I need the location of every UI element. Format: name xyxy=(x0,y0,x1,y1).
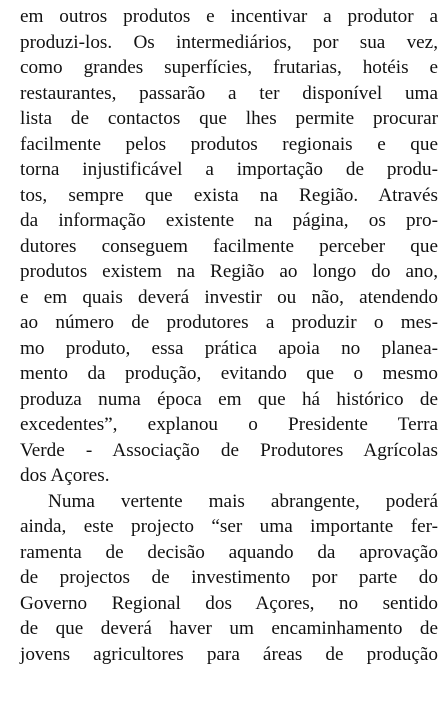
text-line: Governo Regional dos Açores, no sentido xyxy=(20,592,438,614)
paragraph-2 xyxy=(20,489,438,668)
text-line: jovens agricultores para áreas de produção xyxy=(20,643,438,665)
text-line: em outros produtos e incentivar a produtor a xyxy=(20,6,438,27)
text-line: facilmente pelos produtos regionais e que xyxy=(20,133,438,155)
text-line: e em quais deverá investir ou não, atendendo xyxy=(20,286,438,308)
text-line: excedentes”, explanou o Presidente Terra xyxy=(20,414,438,435)
text-line: produza numa época em que há histórico de xyxy=(20,388,438,410)
text-line: lista de contactos que lhes permite procurar xyxy=(20,108,438,129)
text-line: ainda, este projecto “ser uma importante fer- xyxy=(20,516,438,537)
article-column xyxy=(20,4,438,667)
text-line: Verde - Associação de Produtores Agrícolas xyxy=(20,439,438,461)
text-line: como grandes superfícies, frutarias, hotéis e xyxy=(20,57,438,78)
text-line: produtos existem na Região ao longo do ano, xyxy=(20,261,438,282)
text-line: dutores conseguem facilmente perceber que xyxy=(20,235,438,257)
text-line: tos, sempre que exista na Região. Através xyxy=(20,184,438,206)
text-line: ao número de produtores a produzir o mes- xyxy=(20,312,438,333)
text-line: Numa vertente mais abrangente, poderá xyxy=(48,490,438,512)
text-line: de projectos de investimento por parte do xyxy=(20,567,438,588)
paragraph-1 xyxy=(20,4,438,489)
text-line: ramenta de decisão aquando da aprovação xyxy=(20,541,438,563)
text-line: produzi-los. Os intermediários, por sua vez, xyxy=(20,31,438,53)
text-line: dos Açores. xyxy=(20,465,110,486)
text-line: de que deverá haver um encaminhamento de xyxy=(20,618,438,639)
text-line: mento da produção, evitando que o mesmo xyxy=(20,363,438,384)
text-line: restaurantes, passarão a ter disponível uma xyxy=(20,82,438,104)
text-line: torna injustificável a importação de produ- xyxy=(20,159,438,180)
text-line: da informação existente na página, os pro- xyxy=(20,210,438,231)
text-line: mo produto, essa prática apoia no planea- xyxy=(20,337,438,359)
